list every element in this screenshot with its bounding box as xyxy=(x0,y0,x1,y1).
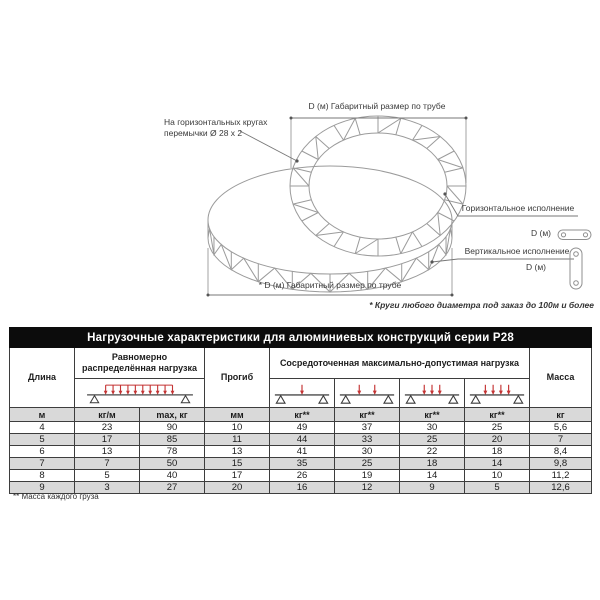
cell: 9 xyxy=(10,482,75,494)
cell: 4 xyxy=(10,422,75,434)
table-row xyxy=(10,422,592,434)
cell: 40 xyxy=(140,470,205,482)
cell: 10 xyxy=(465,470,530,482)
cell: 85 xyxy=(140,434,205,446)
cell: 78 xyxy=(140,446,205,458)
cell: 25 xyxy=(335,458,400,470)
bottom-dimension-label: * D (м) Габаритный размер по трубе xyxy=(258,280,402,290)
cell: 11 xyxy=(205,434,270,446)
cell: 9 xyxy=(400,482,465,494)
cell: 11,2 xyxy=(530,470,592,482)
cell: 25 xyxy=(465,422,530,434)
distributed-load-cell xyxy=(75,379,205,408)
cell: 15 xyxy=(205,458,270,470)
cell: 5 xyxy=(10,434,75,446)
unit-cell: кг** xyxy=(335,408,400,422)
concentrated-load-4-icon xyxy=(466,380,528,406)
cell: 23 xyxy=(75,422,140,434)
cell: 13 xyxy=(75,446,140,458)
unit-cell: м xyxy=(10,408,75,422)
vertical-exec-label: Вертикальное исполнение xyxy=(464,246,570,256)
cell: 20 xyxy=(205,482,270,494)
col-header-length: Длина xyxy=(10,348,75,408)
cell: 18 xyxy=(400,458,465,470)
unit-cell: кг/м xyxy=(75,408,140,422)
table-row xyxy=(10,446,592,458)
cell: 30 xyxy=(400,422,465,434)
cell: 90 xyxy=(140,422,205,434)
concentrated-load-4-cell xyxy=(465,379,530,408)
cell: 5,6 xyxy=(530,422,592,434)
cell: 17 xyxy=(205,470,270,482)
cell: 25 xyxy=(400,434,465,446)
concentrated-load-1-cell xyxy=(270,379,335,408)
table-row xyxy=(10,434,592,446)
concentrated-load-1-icon xyxy=(271,380,333,406)
cell: 14 xyxy=(400,470,465,482)
cell: 44 xyxy=(270,434,335,446)
col-header-concentrated: Сосредоточенная максимально-допустимая нагрузка xyxy=(270,348,530,379)
horizontal-ring-icon xyxy=(558,230,591,240)
table-row xyxy=(10,458,592,470)
cell: 16 xyxy=(270,482,335,494)
cell: 50 xyxy=(140,458,205,470)
concentrated-load-2-cell xyxy=(335,379,400,408)
order-footnote: * Круги любого диаметра под заказ до 100м и более xyxy=(369,300,594,310)
cell: 12 xyxy=(335,482,400,494)
cell: 7 xyxy=(530,434,592,446)
cell: 7 xyxy=(10,458,75,470)
cell: 17 xyxy=(75,434,140,446)
col-header-deflection: Прогиб xyxy=(205,348,270,408)
left-note-line1: На горизонтальных кругах xyxy=(164,117,268,127)
unit-cell: кг** xyxy=(465,408,530,422)
cell: 5 xyxy=(465,482,530,494)
cell: 10 xyxy=(205,422,270,434)
horizontal-ring xyxy=(290,116,466,256)
unit-cell: кг** xyxy=(400,408,465,422)
cell: 7 xyxy=(75,458,140,470)
unit-cell: max, кг xyxy=(140,408,205,422)
cell: 20 xyxy=(465,434,530,446)
load-table xyxy=(9,327,593,494)
cell: 19 xyxy=(335,470,400,482)
cell: 5 xyxy=(75,470,140,482)
cell: 14 xyxy=(465,458,530,470)
vertical-ring xyxy=(208,166,452,292)
cell: 35 xyxy=(270,458,335,470)
col-header-mass: Масса xyxy=(530,348,592,408)
unit-cell: кг xyxy=(530,408,592,422)
table-footnote: ** Масса каждого груза xyxy=(13,492,99,501)
cell: 26 xyxy=(270,470,335,482)
orientation-icons xyxy=(558,230,591,289)
top-dimension-label: D (м) Габаритный размер по трубе xyxy=(308,101,446,111)
cell: 8 xyxy=(10,470,75,482)
unit-cell: мм xyxy=(205,408,270,422)
cell: 18 xyxy=(465,446,530,458)
cell: 49 xyxy=(270,422,335,434)
concentrated-load-3-icon xyxy=(401,380,463,406)
cell: 12,6 xyxy=(530,482,592,494)
concentrated-load-2-icon xyxy=(336,380,398,406)
left-note-line2: перемычки Ø 28 x 2 xyxy=(164,127,243,138)
concentrated-load-3-cell xyxy=(400,379,465,408)
cell: 33 xyxy=(335,434,400,446)
horizontal-dim-label: D (м) xyxy=(530,228,551,238)
unit-cell: кг** xyxy=(270,408,335,422)
cell: 13 xyxy=(205,446,270,458)
horizontal-exec-label: Горизонтальное исполнение xyxy=(461,203,575,213)
units-row xyxy=(10,408,592,422)
cell: 3 xyxy=(75,482,140,494)
left-note xyxy=(164,117,289,138)
cell: 30 xyxy=(335,446,400,458)
cell: 8,4 xyxy=(530,446,592,458)
cell: 6 xyxy=(10,446,75,458)
distributed-load-icon xyxy=(77,380,203,406)
vertical-dim-label: D (м) xyxy=(525,262,546,272)
col-header-distributed: Равномерно распределённая нагрузка xyxy=(75,348,205,379)
cell: 27 xyxy=(140,482,205,494)
table-row xyxy=(10,470,592,482)
table-title: Нагрузочные характеристики для алюминиевых конструкций серии Р28 xyxy=(10,328,592,348)
cell: 41 xyxy=(270,446,335,458)
cell: 9,8 xyxy=(530,458,592,470)
cell: 37 xyxy=(335,422,400,434)
cell: 22 xyxy=(400,446,465,458)
